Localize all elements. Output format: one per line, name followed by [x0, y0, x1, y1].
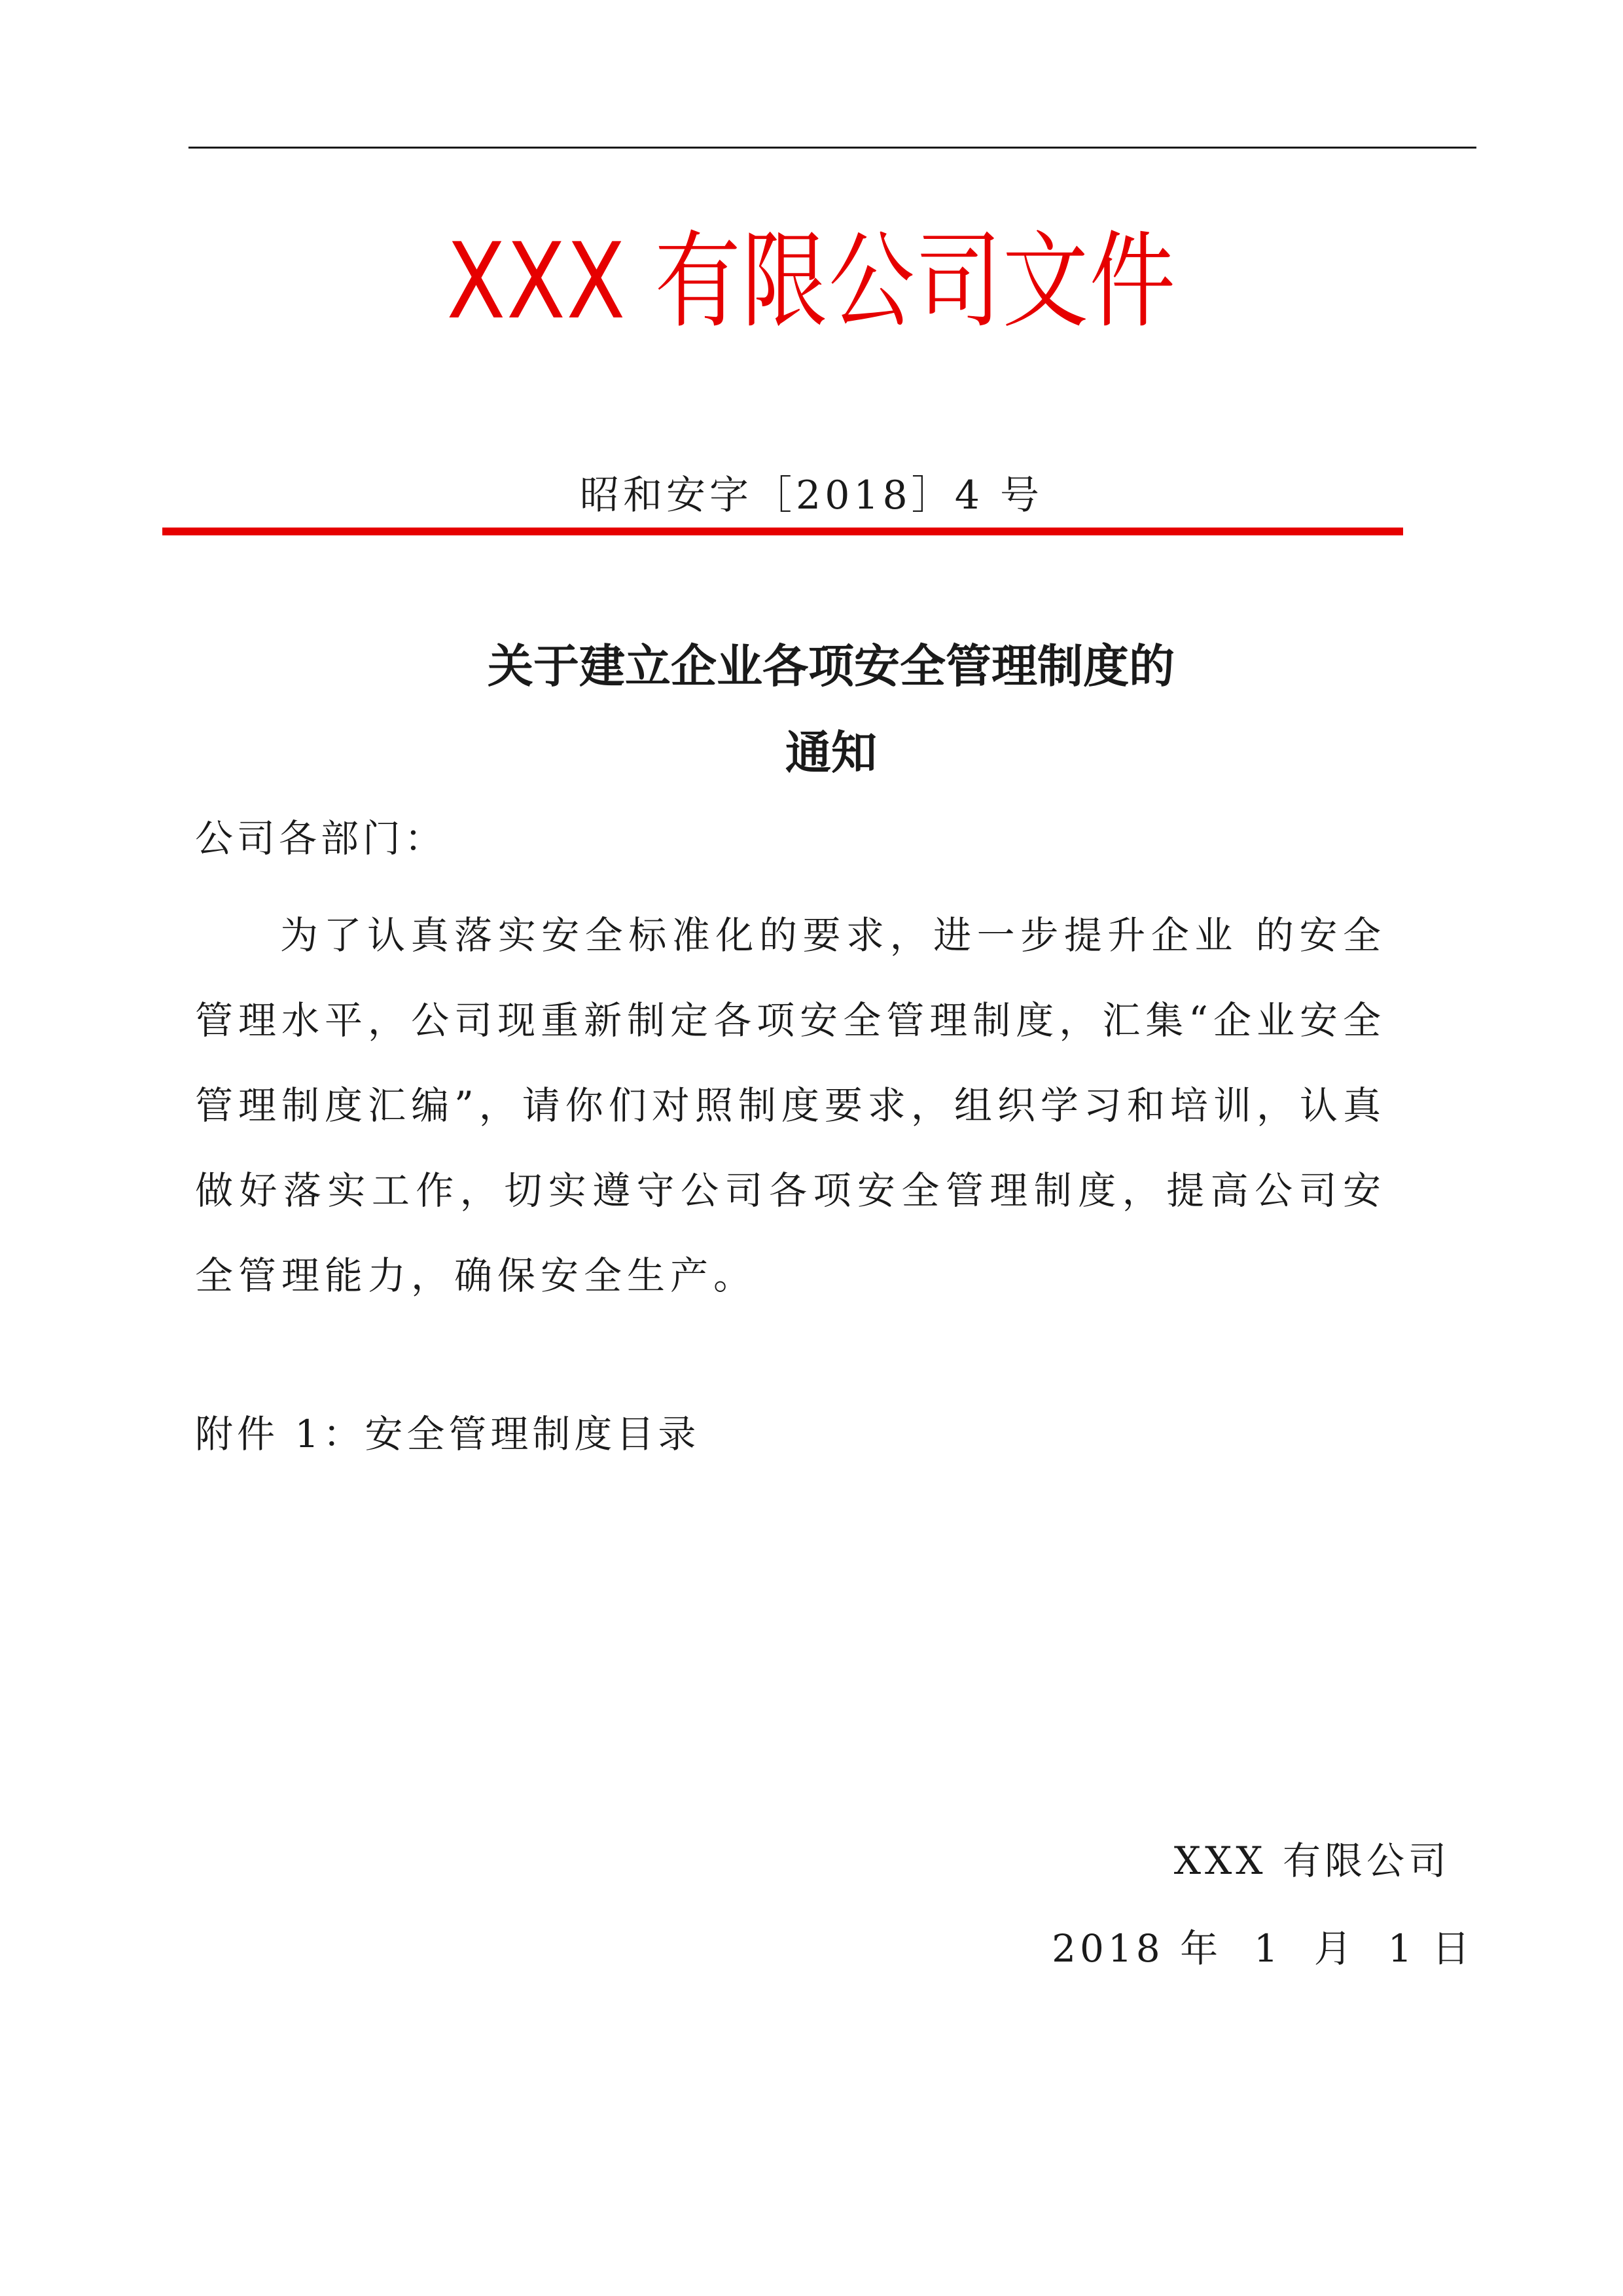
notice-title-line-2: 通知 — [785, 726, 877, 780]
notice-body-paragraph: 为了认真落实安全标准化的要求，进一步提升企业 的安全管理水平，公司现重新制定各项安全管理制度，汇集“企业安全管理制度汇编”，请你们对照制度要求，组织学习和培训，认真做好落实工作，切实遵守公司各项安全管理制度，提高公司安全管理能力，确保安全生产。 — [195, 913, 1386, 1298]
attachment-line: 附件 1：安全管理制度目录 — [195, 1412, 700, 1456]
salutation: 公司各部门： — [195, 816, 447, 861]
signature-company: XXX 有限公司 — [1173, 1839, 1450, 1883]
document-header-title: XXX 有限公司文件 — [446, 220, 1177, 342]
notice-title-line-1: 关于建立企业各项安全管理制度的 — [488, 639, 1175, 693]
signature-date: 2018 年 1 月 1 日 — [1052, 1926, 1474, 1971]
document-number: 昭和安字［2018］4 号 — [580, 473, 1043, 518]
top-divider-line — [188, 147, 1476, 149]
red-divider-line — [162, 528, 1403, 535]
